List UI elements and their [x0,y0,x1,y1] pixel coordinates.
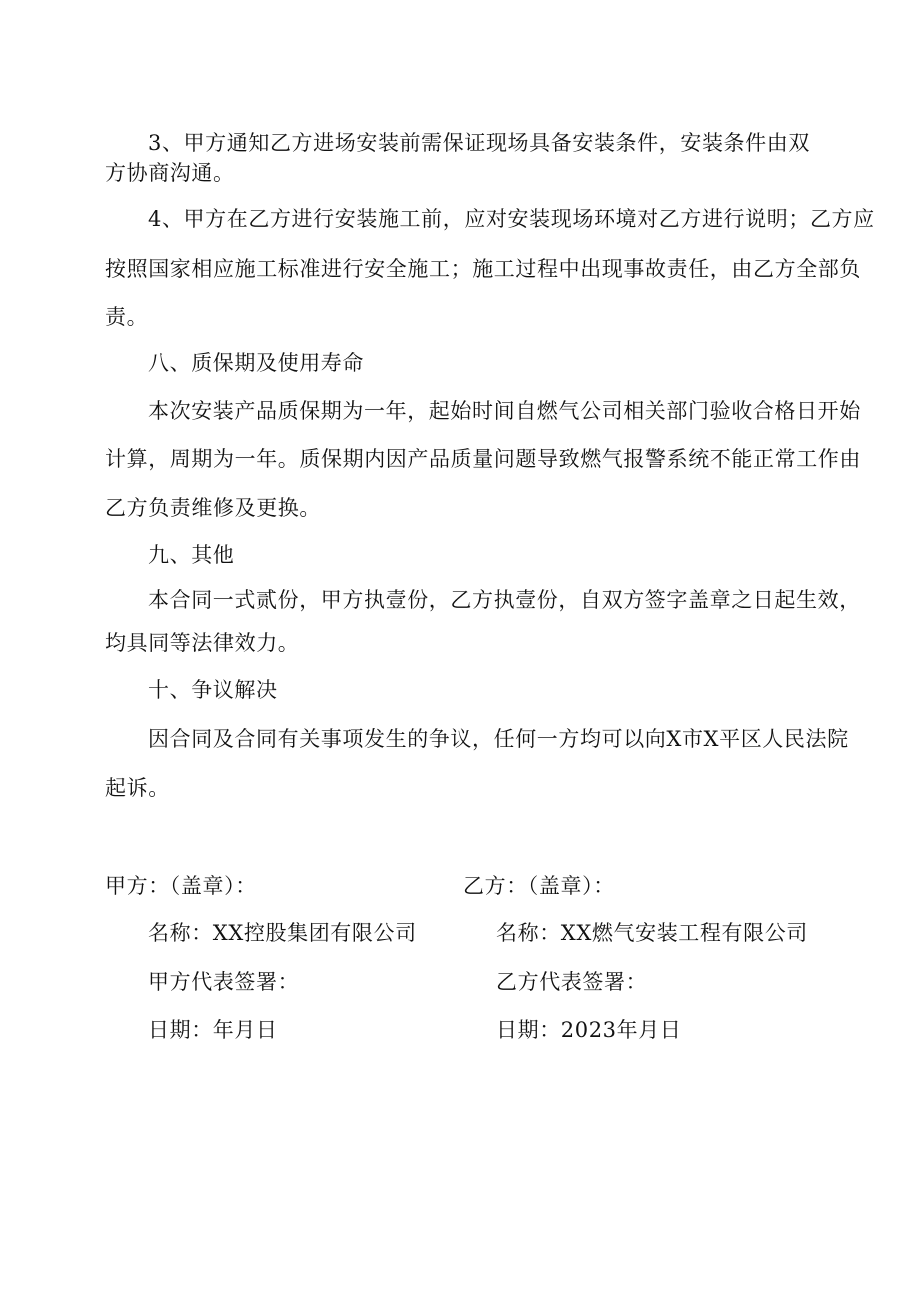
party-b-date: 日期：2023年月日 [496,1018,682,1042]
clause-4-line-1: 4、甲方在乙方进行安装施工前，应对安装现场环境对乙方进行说明；乙方应 [148,207,875,231]
party-a-name: 名称：XX控股集团有限公司 [148,921,417,945]
clause-3-line-1: 3、甲方通知乙方进场安装前需保证现场具备安装条件，安装条件由双 [148,131,810,155]
party-b-name: 名称：XX燃气安装工程有限公司 [496,921,808,945]
section-9-line-2: 均具同等法律效力。 [105,631,300,655]
clause-4-line-3: 责。 [105,305,149,329]
party-a-seal-label: 甲方：（盖章）： [105,874,257,898]
section-8-line-1: 本次安装产品质保期为一年，起始时间自燃气公司相关部门验收合格日开始 [148,399,861,423]
section-10-heading: 十、争议解决 [148,678,278,702]
clause-3-line-2: 方协商沟通。 [105,161,235,185]
party-b-representative: 乙方代表签署： [496,970,648,994]
section-10-line-2: 起诉。 [105,776,170,800]
section-9-heading: 九、其他 [148,543,235,567]
section-8-line-3: 乙方负责维修及更换。 [105,496,321,520]
party-a-date: 日期：年月日 [148,1018,278,1042]
clause-4-line-2: 按照国家相应施工标准进行安全施工；施工过程中出现事故责任，由乙方全部负 [105,257,861,281]
section-8-heading: 八、质保期及使用寿命 [148,351,364,375]
party-a-representative: 甲方代表签署： [148,970,300,994]
section-10-line-1: 因合同及合同有关事项发生的争议，任何一方均可以向X市X平区人民法院 [148,727,849,751]
section-8-line-2: 计算，周期为一年。质保期内因产品质量问题导致燃气报警系统不能正常工作由 [105,447,861,471]
section-9-line-1: 本合同一式贰份，甲方执壹份，乙方执壹份，自双方签字盖章之日起生效， [148,588,861,612]
party-b-seal-label: 乙方：（盖章）： [463,874,615,898]
